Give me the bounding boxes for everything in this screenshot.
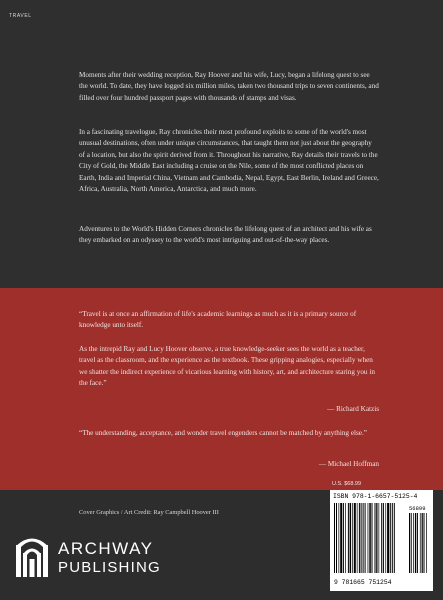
barcode-bar [363, 503, 364, 573]
barcode-bar [387, 503, 389, 573]
barcode-bar [334, 503, 335, 573]
barcode-digits: 9 781665 751254 [334, 579, 392, 586]
archway-arch-icon [14, 537, 50, 579]
quote-1-attribution: — Richard Katzis [327, 405, 379, 413]
barcode-bar [376, 503, 377, 573]
barcode-bar [383, 503, 384, 573]
barcode-bar [394, 503, 395, 573]
quote-1-body: As the intrepid Ray and Lucy Hoover observe, a true knowledge-seeker sees the world as a teacher, travel as the classroom, and the experience as the textbook. These gripping analogies, especially when we shatter the indirect experience of vicarious learning with history, art, and architecture staring you in the face.” [79, 345, 375, 388]
barcode-box [330, 490, 433, 591]
barcode-bar [354, 503, 356, 573]
barcode-bar [365, 503, 366, 573]
blurb-paragraph-1: Moments after their wedding reception, Ray Hoover and his wife, Lucy, began a lifelong quest to see the world. To date, they have logged six million miles, taken two thousand trips to seven continents, and filled over four hundred passport pages with thousands of stamps and visas. [79, 71, 379, 102]
barcode-bar [411, 513, 412, 573]
barcode-bar [372, 503, 373, 573]
barcode-bar [413, 513, 414, 573]
publisher-logo [14, 533, 161, 587]
barcode-main-bars [334, 503, 408, 573]
barcode-bar [417, 513, 418, 573]
barcode-bar [361, 503, 362, 573]
review-band [0, 288, 443, 490]
barcode-bar [336, 503, 337, 573]
barcode-bar [339, 503, 340, 573]
blurb-paragraph-2: In a fascinating travelogue, Ray chronicles their most profound exploits to some of the world's most unusual destinations, often under unique circumstances, that taught them not just about the geography of a location, but also the spirit derived from it. Throughout his narrative, Ray details their travels to the City of Gold, the Middle East including a cruise on the Nile, some of the most conflicted places on Earth, India and Imperial China, Vietnam and Cambodia, Nepal, Egypt, East Berlin, Ireland and Greece, Africa, Australia, North America, Antarctica, and much more. [79, 128, 379, 194]
barcode-bar [385, 503, 386, 573]
barcode-bar [369, 503, 371, 573]
barcode-bar [392, 503, 393, 573]
quote-1-opening: “Travel is at once an affirmation of life's academic learnings as much as it is a primary source of knowledge unto itself. [79, 310, 357, 330]
barcode-bar [390, 503, 391, 573]
barcode-bar [379, 503, 380, 573]
isbn-number: ISBN 978-1-6657-5125-4 [333, 493, 418, 500]
back-cover-top [0, 0, 443, 288]
barcode-bar [415, 513, 416, 573]
barcode-bar [350, 503, 352, 573]
barcode-bar [340, 503, 342, 573]
publisher-name-line1: ARCHWAY [58, 539, 154, 558]
barcode-bar [359, 503, 360, 573]
barcode-bar [345, 503, 346, 573]
quote-2: “The understanding, acceptance, and wonder travel engenders cannot be matched by anything else.” [79, 429, 367, 437]
barcode-bar [422, 513, 423, 573]
barcode-addon-number: 56899 [409, 505, 426, 512]
barcode-bar [409, 513, 410, 573]
barcode-panel [330, 480, 433, 592]
barcode-bar [375, 503, 376, 573]
barcode-bar [381, 503, 382, 573]
barcode-addon-bars [409, 513, 431, 573]
publisher-name-line2: PUBLISHING [58, 559, 161, 576]
barcode-bar [426, 513, 427, 573]
barcode-bar [357, 503, 358, 573]
price-label: U.S. $68.99 [332, 481, 362, 487]
art-credit: Cover Graphics / Art Credit: Ray Campbell Hoover III [79, 509, 219, 516]
barcode-bar [424, 513, 425, 573]
blurb-paragraph-3: Adventures to the World's Hidden Corners chronicles the lifelong quest of an architect and his wife as they embarked on an odyssey to the world's most intriguing and out-of-the-way places. [79, 225, 372, 245]
quote-2-attribution: — Michael Hoffman [318, 460, 379, 468]
barcode-bar [352, 503, 353, 573]
barcode-bar [348, 503, 349, 573]
barcode-bar [343, 503, 344, 573]
category-label: TRAVEL [9, 13, 32, 19]
barcode-bar [368, 503, 369, 573]
barcode-bar [420, 513, 421, 573]
